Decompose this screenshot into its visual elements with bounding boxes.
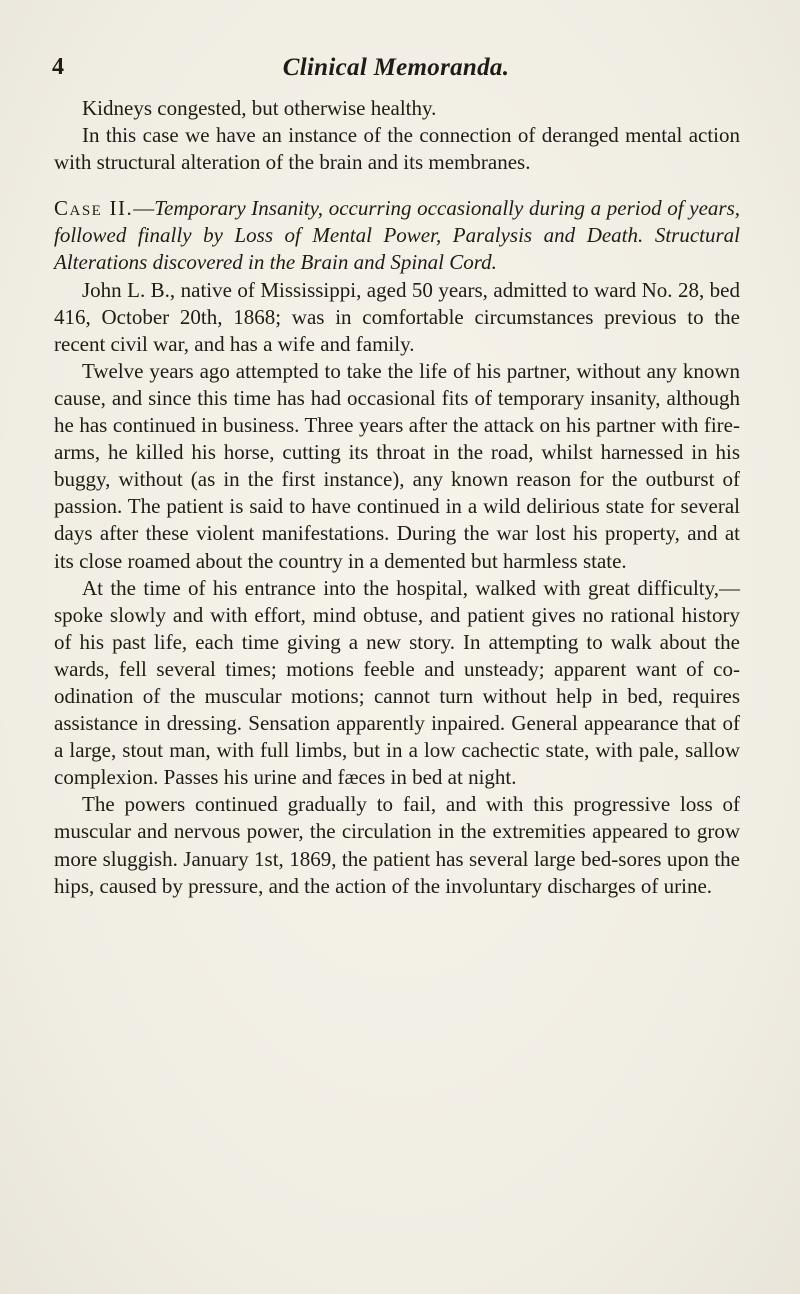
- running-title: Clinical Memoranda.: [282, 54, 510, 81]
- case-dash: —: [133, 196, 155, 221]
- page-header: [52, 50, 740, 90]
- paragraph-decline: The powers continued gradually to fail, and with this progressive loss of muscular and nervous power, the circulation in the extremities appeared to grow more sluggish. January 1st, 1869, the patient has several large bed-sores upon the hips, caused by pressure, and the action of the involuntary discharges of urine.: [54, 792, 740, 898]
- paragraph-entrance: At the time of his entrance into the hospital, walked with great difficulty,—spoke slowly and with effort, mind obtuse, and patient gives no rational history of his past life, each time giving a new story. In attempting to walk about the wards, fell several times; motions feeble and unsteady; apparent want of co-odination of the muscular motions; cannot turn without help in bed, requires assistance in dressing. Sensation apparently inpaired. General appearance that of a large, stout man, with full limbs, but in a low cachectic state, with pale, sallow complexion. Passes his urine and fæces in bed at night.: [54, 575, 740, 790]
- case-title: Temporary Insanity, occurring occasionally during a period of years, followed finally by Loss of Mental Power, Paralysis and Death. Structural Alterations discovered in the Brain and Spinal Cord.: [54, 196, 741, 275]
- case-label: Case II.: [54, 196, 134, 221]
- paragraph-patient-admission: John L. B., native of Mississippi, aged 50 years, admitted to ward No. 28, bed 416, October 20th, 1868; was in comfortable circumstances previous to the recent civil war, and has a wife and family.: [54, 277, 740, 356]
- body-text: [54, 95, 740, 900]
- paragraph-case-summary: In this case we have an instance of the connection of deranged mental action with structural alteration of the brain and its membranes.: [54, 123, 740, 175]
- paragraph-kidneys: Kidneys congested, but otherwise healthy.: [82, 96, 437, 120]
- paragraph-history: Twelve years ago attempted to take the life of his partner, without any known cause, and since this time has had occasional fits of temporary insanity, although he has continued in business. Three years after the attack on his partner with fire-arms, he killed his horse, cutting its throat in the road, whilst harnessed in his buggy, without (as in the first instance), any known reason for the outburst of passion. The patient is said to have continued in a wild delirious state for several days after these violent manifestations. During the war lost his property, and at its close roamed about the country in a demented but harmless state.: [54, 358, 740, 573]
- page-number: 4: [52, 54, 64, 80]
- case-heading: [54, 195, 740, 276]
